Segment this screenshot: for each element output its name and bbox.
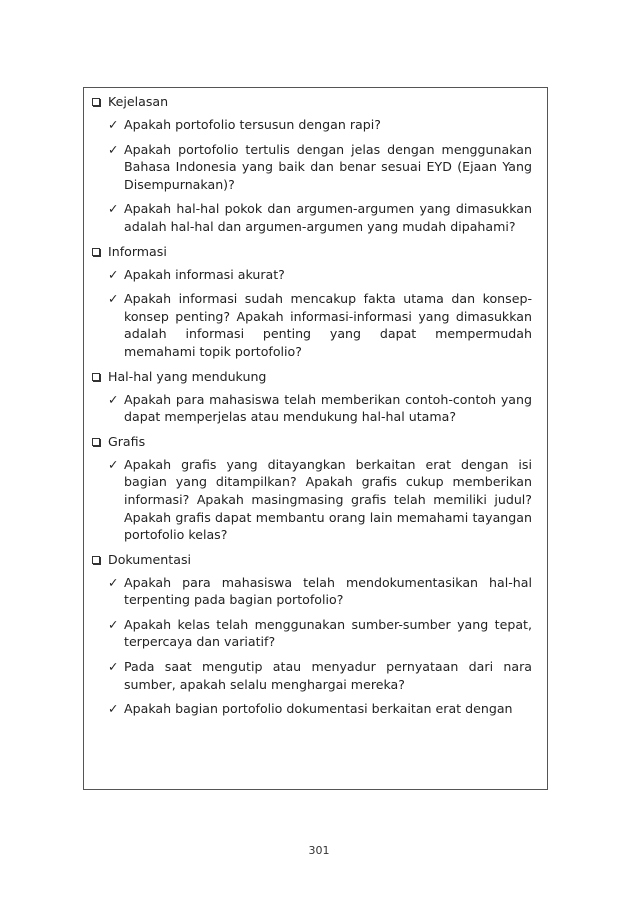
section-heading <box>90 243 532 260</box>
checkmark-icon: ✓ <box>108 291 119 307</box>
square-bullet-icon <box>92 98 100 106</box>
checklist-item <box>90 391 532 426</box>
checklist-item-text: Apakah para mahasiswa telah mendokumentasikan hal-hal terpenting pada bagian portofolio? <box>124 574 532 608</box>
checkmark-icon: ✓ <box>108 391 119 407</box>
checklist-content <box>90 93 532 725</box>
section-heading <box>90 93 532 110</box>
checklist-item-text: Pada saat mengutip atau menyadur pernyataan dari nara sumber, apakah selalu menghargai mereka? <box>124 659 532 692</box>
checklist-item-text: Apakah bagian portofolio dokumentasi berkaitan erat dengan <box>124 701 513 717</box>
checkmark-icon: ✓ <box>108 701 119 717</box>
checklist-section <box>90 433 532 544</box>
checklist-item-text: Apakah informasi sudah mencakup fakta utama dan konsep-konsep penting? Apakah informasi-informasi yang dimasukkan adalah informasi penting yang dapat mempermudah memahami topik portofolio? <box>124 291 532 359</box>
checklist-box <box>83 87 548 790</box>
checklist-item <box>90 616 532 651</box>
checklist-item-text: Apakah kelas telah menggunakan sumber-sumber yang tepat, terpercaya dan variatif? <box>124 616 532 650</box>
checklist-item-text: Apakah para mahasiswa telah memberikan contoh-contoh yang dapat memperjelas atau mendukung hal-hal utama? <box>124 391 532 425</box>
checklist-item <box>90 266 532 284</box>
checklist-item <box>90 574 532 609</box>
section-heading-text: Hal-hal yang mendukung <box>108 368 267 384</box>
checklist-item-text: Apakah portofolio tertulis dengan jelas dengan menggunakan Bahasa Indonesia yang baik dan benar sesuai EYD (Ejaan Yang Disempurnakan)? <box>124 141 532 192</box>
checkmark-icon: ✓ <box>108 659 119 675</box>
checklist-section <box>90 551 532 718</box>
section-heading-text: Kejelasan <box>108 94 169 109</box>
section-heading <box>90 368 532 385</box>
checklist-item <box>90 141 532 194</box>
checkmark-icon: ✓ <box>108 201 119 217</box>
square-bullet-icon <box>92 248 100 256</box>
square-bullet-icon <box>92 438 100 446</box>
checklist-item-text: Apakah grafis yang ditayangkan berkaitan erat dengan isi bagian yang ditampilkan? Apakah grafis cukup memberikan informasi? Apakah masingmasing grafis telah memiliki judul? Apakah grafis dapat membantu orang lain memahami tayangan portofolio kelas? <box>124 456 532 543</box>
checkmark-icon: ✓ <box>108 266 119 282</box>
checklist-item <box>90 116 532 134</box>
checkmark-icon: ✓ <box>108 117 119 132</box>
checklist-section <box>90 93 532 236</box>
checklist-section <box>90 368 532 426</box>
checklist-item-text: Apakah hal-hal pokok dan argumen-argumen yang dimasukkan adalah hal-hal dan argumen-argumen yang mudah dipahami? <box>124 201 532 234</box>
square-bullet-icon <box>92 556 100 564</box>
checklist-item <box>90 290 532 360</box>
section-heading-text: Dokumentasi <box>108 551 192 567</box>
checklist-item-text: Apakah informasi akurat? <box>124 266 285 282</box>
square-bullet-icon <box>92 373 100 381</box>
checkmark-icon: ✓ <box>108 616 119 632</box>
checkmark-icon: ✓ <box>108 456 119 472</box>
checklist-section <box>90 243 532 361</box>
checklist-item <box>90 456 532 544</box>
section-heading-text: Grafis <box>108 433 146 449</box>
checkmark-icon: ✓ <box>108 574 119 590</box>
checklist-item-text: Apakah portofolio tersusun dengan rapi? <box>124 117 381 132</box>
section-heading <box>90 551 532 568</box>
page-number: 301 <box>308 844 330 857</box>
checklist-item <box>90 658 532 693</box>
checklist-item <box>90 700 532 718</box>
checkmark-icon: ✓ <box>108 141 119 157</box>
checklist-item <box>90 200 532 235</box>
section-heading <box>90 433 532 450</box>
section-heading-text: Informasi <box>108 243 167 259</box>
